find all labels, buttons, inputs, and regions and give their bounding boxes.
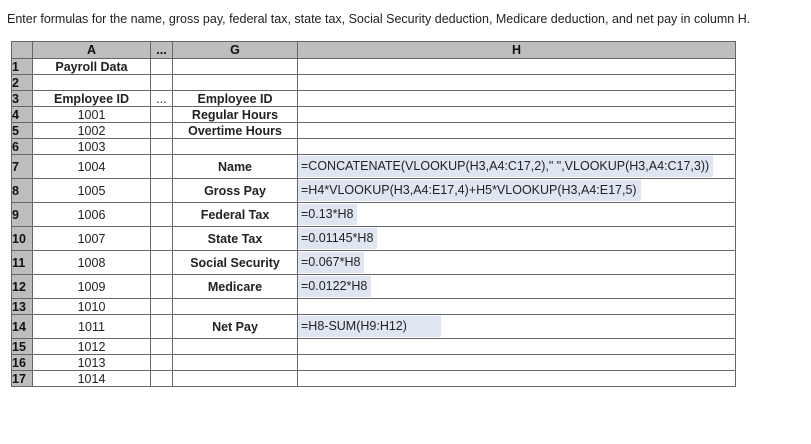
row-header[interactable]: 4 [12, 107, 33, 123]
cell-g2[interactable] [173, 75, 298, 91]
cell-g12[interactable]: Medicare [173, 275, 298, 299]
select-all-corner[interactable] [12, 42, 33, 59]
row-header[interactable]: 15 [12, 339, 33, 355]
sheet-row-7 [12, 155, 736, 179]
cell-a7[interactable]: 1004 [33, 155, 151, 179]
row-header[interactable]: 16 [12, 355, 33, 371]
sheet-row-2 [12, 75, 736, 91]
row-header[interactable]: 3 [12, 91, 33, 107]
cell-h6[interactable] [298, 139, 736, 155]
cell-g10[interactable]: State Tax [173, 227, 298, 251]
cell-g16[interactable] [173, 355, 298, 371]
cell-gap [151, 107, 173, 123]
cell-h17[interactable] [298, 371, 736, 387]
cell-h14[interactable] [298, 315, 736, 339]
cell-h12[interactable] [298, 275, 736, 299]
cell-gap [151, 315, 173, 339]
formula-state-tax: =0.01145*H8 [298, 228, 377, 249]
sheet-row-9 [12, 203, 736, 227]
row-header[interactable]: 1 [12, 59, 33, 75]
cell-a13[interactable]: 1010 [33, 299, 151, 315]
cell-g6[interactable] [173, 139, 298, 155]
row-header[interactable]: 17 [12, 371, 33, 387]
row-header[interactable]: 10 [12, 227, 33, 251]
formula-net-pay: =H8-SUM(H9:H12) [298, 316, 441, 337]
sheet-row-3 [12, 91, 736, 107]
formula-medicare: =0.0122*H8 [298, 276, 371, 297]
cell-a16[interactable]: 1013 [33, 355, 151, 371]
cell-h10[interactable] [298, 227, 736, 251]
row-header[interactable]: 12 [12, 275, 33, 299]
cell-gap [151, 59, 173, 75]
sheet-row-14 [12, 315, 736, 339]
cell-a15[interactable]: 1012 [33, 339, 151, 355]
sheet-row-11 [12, 251, 736, 275]
column-header-gap: ... [151, 42, 173, 59]
cell-a8[interactable]: 1005 [33, 179, 151, 203]
sheet-row-12 [12, 275, 736, 299]
cell-h8[interactable] [298, 179, 736, 203]
cell-gap [151, 203, 173, 227]
cell-gap-ellipsis: ... [151, 91, 173, 107]
spreadsheet-grid [11, 41, 736, 387]
cell-a11[interactable]: 1008 [33, 251, 151, 275]
cell-h5[interactable] [298, 123, 736, 139]
sheet-row-4 [12, 107, 736, 123]
cell-gap [151, 275, 173, 299]
row-header[interactable]: 6 [12, 139, 33, 155]
column-header-g[interactable]: G [173, 42, 298, 59]
row-header[interactable]: 11 [12, 251, 33, 275]
row-header[interactable]: 13 [12, 299, 33, 315]
cell-a12[interactable]: 1009 [33, 275, 151, 299]
cell-a1[interactable]: Payroll Data [33, 59, 151, 75]
cell-gap [151, 339, 173, 355]
cell-g11[interactable]: Social Security [173, 251, 298, 275]
row-header[interactable]: 9 [12, 203, 33, 227]
cell-a2[interactable] [33, 75, 151, 91]
cell-g1[interactable] [173, 59, 298, 75]
sheet-row-1 [12, 59, 736, 75]
formula-name: =CONCATENATE(VLOOKUP(H3,A4:C17,2)," ",VLOOKUP(H3,A4:C17,3)) [298, 156, 713, 177]
formula-gross-pay: =H4*VLOOKUP(H3,A4:E17,4)+H5*VLOOKUP(H3,A4:E17,5) [298, 180, 641, 201]
row-header[interactable]: 14 [12, 315, 33, 339]
cell-gap [151, 179, 173, 203]
cell-g8[interactable]: Gross Pay [173, 179, 298, 203]
sheet-row-8 [12, 179, 736, 203]
cell-h3[interactable] [298, 91, 736, 107]
cell-a17[interactable]: 1014 [33, 371, 151, 387]
row-header[interactable]: 8 [12, 179, 33, 203]
cell-h16[interactable] [298, 355, 736, 371]
sheet-row-15 [12, 339, 736, 355]
sheet-row-17 [12, 371, 736, 387]
cell-g17[interactable] [173, 371, 298, 387]
cell-a3[interactable]: Employee ID [33, 91, 151, 107]
cell-gap [151, 371, 173, 387]
cell-h15[interactable] [298, 339, 736, 355]
formula-social-security: =0.067*H8 [298, 252, 364, 273]
sheet-row-10 [12, 227, 736, 251]
cell-g5[interactable]: Overtime Hours [173, 123, 298, 139]
sheet-row-13 [12, 299, 736, 315]
cell-h9[interactable] [298, 203, 736, 227]
cell-h7[interactable] [298, 155, 736, 179]
cell-h11[interactable] [298, 251, 736, 275]
sheet-row-16 [12, 355, 736, 371]
cell-a4[interactable]: 1001 [33, 107, 151, 123]
cell-gap [151, 299, 173, 315]
cell-a10[interactable]: 1007 [33, 227, 151, 251]
cell-a9[interactable]: 1006 [33, 203, 151, 227]
cell-g7[interactable]: Name [173, 155, 298, 179]
instructions-text: Enter formulas for the name, gross pay, federal tax, state tax, Social Security deduction, Medicare deduction, and net pay in column H. [7, 12, 751, 26]
cell-gap [151, 123, 173, 139]
cell-gap [151, 251, 173, 275]
formula-federal-tax: =0.13*H8 [298, 204, 357, 225]
cell-gap [151, 155, 173, 179]
sheet-row-5 [12, 123, 736, 139]
cell-h2[interactable] [298, 75, 736, 91]
cell-g9[interactable]: Federal Tax [173, 203, 298, 227]
column-header-h[interactable]: H [298, 42, 736, 59]
cell-g14[interactable]: Net Pay [173, 315, 298, 339]
cell-g15[interactable] [173, 339, 298, 355]
cell-gap [151, 227, 173, 251]
cell-g4[interactable]: Regular Hours [173, 107, 298, 123]
cell-h13[interactable] [298, 299, 736, 315]
cell-h4[interactable] [298, 107, 736, 123]
column-header-a[interactable]: A [33, 42, 151, 59]
row-header[interactable]: 5 [12, 123, 33, 139]
cell-a5[interactable]: 1002 [33, 123, 151, 139]
cell-a6[interactable]: 1003 [33, 139, 151, 155]
cell-g13[interactable] [173, 299, 298, 315]
cell-gap [151, 355, 173, 371]
cell-h1[interactable] [298, 59, 736, 75]
cell-gap [151, 139, 173, 155]
row-header[interactable]: 7 [12, 155, 33, 179]
cell-gap [151, 75, 173, 91]
sheet-row-6 [12, 139, 736, 155]
row-header[interactable]: 2 [12, 75, 33, 91]
cell-a14[interactable]: 1011 [33, 315, 151, 339]
cell-g3[interactable]: Employee ID [173, 91, 298, 107]
